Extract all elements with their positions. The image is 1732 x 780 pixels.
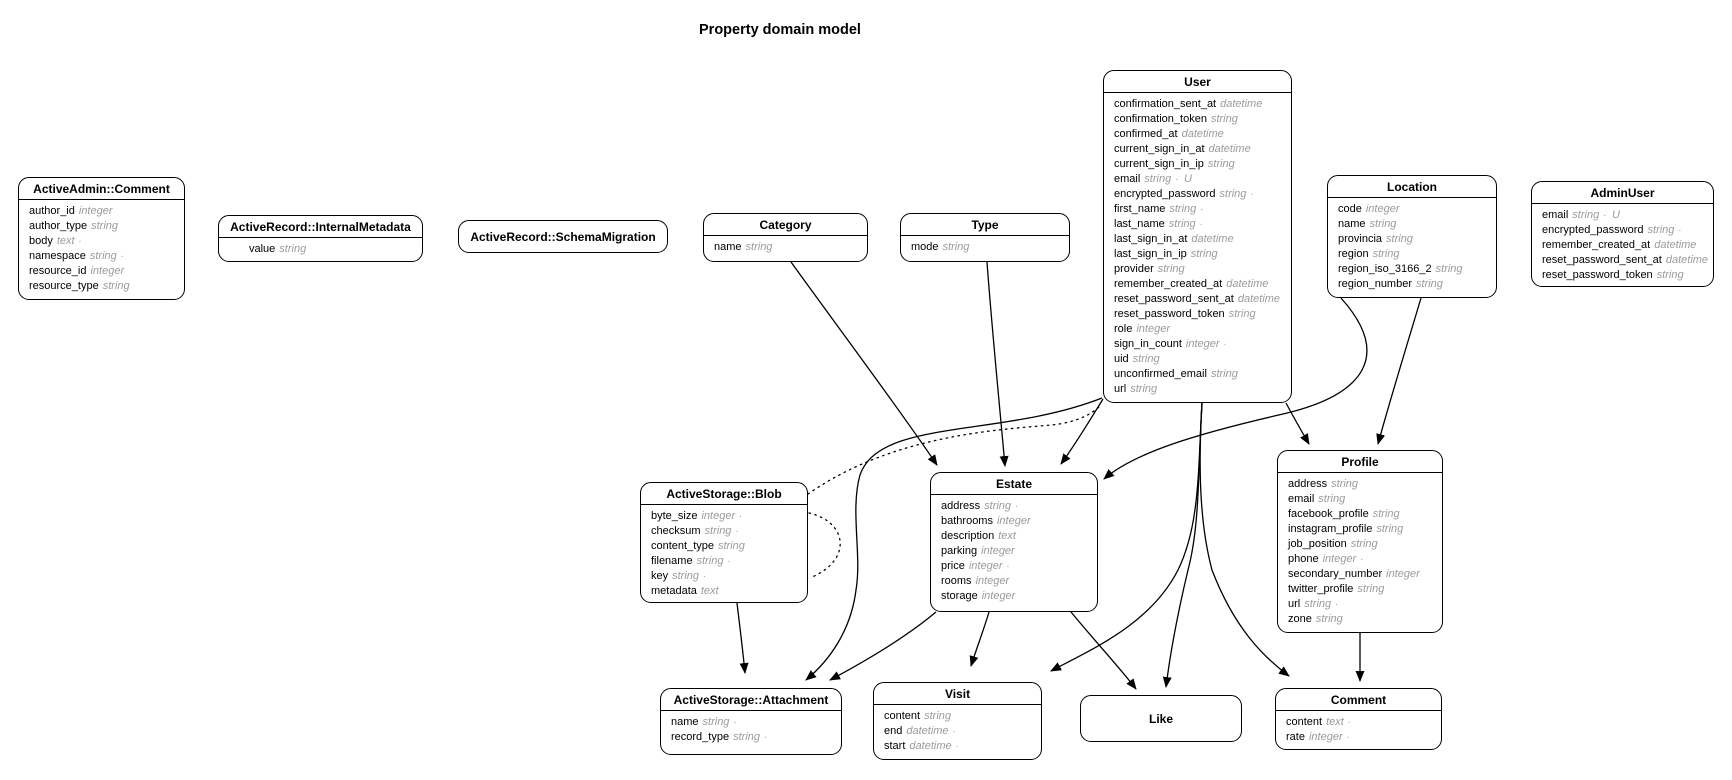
field-type: datetime [1237,293,1281,305]
field-region-number [1338,277,1490,292]
edge-estate-to-activestorage-attachment [830,612,936,680]
required-marker: ∙ [1678,225,1682,236]
field-content-type [651,539,801,554]
field-type: string [1647,224,1675,236]
edge-estate-to-visit [971,612,989,666]
field-name: filename [651,555,693,567]
field-type: datetime [906,725,949,737]
field-name: value [249,243,276,255]
entity-title: AdminUser [1532,182,1713,204]
required-marker: ∙ [1603,210,1606,221]
field-name: confirmed_at [1114,128,1178,140]
edge-type-to-estate [987,262,1005,466]
entity-visit [873,682,1042,760]
field-name: email [1114,173,1141,185]
field-list [1276,711,1441,749]
field-value [249,242,416,257]
field-name: facebook_profile [1288,508,1369,520]
edge-estate-to-like [1071,612,1136,689]
entity-title: ActiveStorage::Attachment [661,689,841,711]
edge-location-to-profile [1378,298,1421,444]
required-marker: ∙ [78,236,82,247]
field-storage [941,589,1091,604]
field-name: resource_id [29,265,87,277]
field-confirmation-sent-at [1114,97,1285,112]
field-name: remember_created_at [1114,278,1223,290]
field-type: string [1190,248,1218,260]
entity-title: User [1104,71,1291,93]
field-type: string [1435,263,1463,275]
field-parking [941,544,1091,559]
field-secondary-number [1288,567,1436,582]
field-reset-password-sent-at [1542,253,1707,268]
field-name: provincia [1338,233,1383,245]
field-type: string [1372,508,1400,520]
field-list [1278,473,1442,631]
field-last-sign-in-ip [1114,247,1285,262]
field-name: unconfirmed_email [1114,368,1207,380]
entity-title: Comment [1276,689,1441,711]
field-resource-type [29,279,178,294]
field-address [1288,477,1436,492]
field-name: address [1288,478,1328,490]
field-last-name [1114,217,1285,232]
field-type: datetime [1208,143,1251,155]
field-type: integer [1386,568,1420,580]
field-type: string [91,220,119,232]
entity-location [1327,175,1497,298]
field-name: remember_created_at [1542,239,1651,251]
entity-like [1080,695,1242,742]
field-type: string [1315,613,1343,625]
field-list [19,200,184,298]
field-type: datetime [1226,278,1269,290]
entity-estate [930,472,1098,612]
required-marker: ∙ [1335,599,1338,610]
field-encrypted-password [1114,187,1285,202]
field-list [641,505,807,603]
field-type: string [1304,598,1332,610]
field-remember-created-at [1542,238,1707,253]
entity-activerecord-schemamigration [458,220,668,253]
edge-user-to-like [1166,403,1202,687]
field-type: string [733,731,760,743]
field-uid [1114,352,1285,367]
field-name: rate [1286,731,1305,743]
field-reset-password-sent-at [1114,292,1285,307]
field-name: current_sign_in_ip [1114,158,1204,170]
field-name: name [714,241,742,253]
field-key [651,569,801,584]
required-marker: ∙ [1347,717,1351,728]
required-marker: ∙ [739,511,742,522]
field-name: sign_in_count [1114,338,1182,350]
field-type: string [1144,173,1172,185]
field-name: job_position [1288,538,1347,550]
field-type: datetime [1181,128,1224,140]
field-sign-in-count [1114,337,1285,352]
field-name: encrypted_password [1114,188,1216,200]
field-name: last_name [1114,218,1165,230]
entity-adminuser [1531,181,1714,287]
field-record-type [671,730,835,745]
field-email [1542,208,1707,223]
field-remember-created-at [1114,277,1285,292]
field-zone [1288,612,1436,627]
required-marker: ∙ [1199,219,1203,230]
field-name: reset_password_sent_at [1542,254,1662,266]
field-name: record_type [671,731,730,743]
field-name: code [1338,203,1362,215]
field-name: reset_password_sent_at [1114,293,1234,305]
field-name: encrypted_password [1542,224,1644,236]
field-list [661,711,841,749]
field-checksum [651,524,801,539]
field-type: integer [1322,553,1357,565]
field-byte-size [651,509,801,524]
field-filename [651,554,801,569]
entity-title: ActiveRecord::SchemaMigration [470,229,656,244]
field-address [941,499,1091,514]
field-type: string [279,243,307,255]
field-type: string [984,500,1012,512]
field-name: content_type [651,540,714,552]
field-name: role [1114,323,1133,335]
field-name: body [29,235,53,247]
field-type: integer [90,265,125,277]
field-type: integer [1308,731,1343,743]
field-name: description [941,530,995,542]
field-description [941,529,1091,544]
field-type: string [702,716,730,728]
entity-activeadmin-comment [18,177,185,300]
required-marker: ∙ [1223,339,1227,350]
field-region-iso-3166-2 [1338,262,1490,277]
field-facebook-profile [1288,507,1436,522]
field-type: string [1130,383,1158,395]
field-name: phone [1288,553,1319,565]
entity-title: Location [1328,176,1496,198]
field-type: string [1372,248,1400,260]
field-mode [911,240,1063,255]
field-type: string [1376,523,1404,535]
field-name: url [1288,598,1301,610]
field-current-sign-in-ip [1114,157,1285,172]
field-name: confirmation_sent_at [1114,98,1217,110]
required-marker: ∙ [1360,554,1364,565]
field-type: integer [981,590,1016,602]
field-type: string [1386,233,1413,245]
field-list [931,495,1097,608]
field-current-sign-in-at [1114,142,1285,157]
field-list [874,705,1041,758]
field-name [714,240,861,255]
entity-activestorage-attachment [660,688,842,755]
entity-type [900,213,1070,262]
field-type: integer [981,545,1015,557]
field-type: text [1326,716,1344,728]
field-type: integer [996,515,1031,527]
required-marker: ∙ [1346,732,1350,743]
field-type: string [672,570,700,582]
required-marker: ∙ [955,741,959,752]
field-name: byte_size [651,510,698,522]
field-list [704,236,867,259]
field-type: integer [78,205,113,217]
field-reset-password-token [1114,307,1285,322]
field-type: string [1416,278,1443,290]
field-type: integer [968,560,1003,572]
field-name: email [1288,493,1315,505]
field-type: string [1210,113,1238,125]
field-name: first_name [1114,203,1166,215]
field-name: rooms [941,575,972,587]
entity-title: Like [1148,711,1173,726]
field-phone [1288,552,1436,567]
field-name: start [884,740,906,752]
entity-title: Category [704,214,867,236]
field-name: instagram_profile [1288,523,1373,535]
field-list [219,238,422,261]
required-marker: ∙ [1250,189,1254,200]
entity-title: Visit [874,683,1041,705]
field-provincia [1338,232,1490,247]
entity-comment [1275,688,1442,750]
field-name: reset_password_token [1542,269,1653,281]
field-first-name [1114,202,1285,217]
entity-title: ActiveStorage::Blob [641,483,807,505]
field-name: last_sign_in_ip [1114,248,1187,260]
field-twitter-profile [1288,582,1436,597]
field-rate [1286,730,1435,745]
field-unconfirmed-email [1114,367,1285,382]
unique-marker: U [1611,209,1620,221]
field-type: text [700,585,719,597]
field-type: string [745,241,773,253]
field-type: datetime [909,740,952,752]
field-name: current_sign_in_at [1114,143,1205,155]
field-name: bathrooms [941,515,993,527]
field-type: string [1350,538,1378,550]
field-name: reset_password_token [1114,308,1225,320]
entity-user [1103,70,1292,403]
field-confirmed-at [1114,127,1285,142]
field-last-sign-in-at [1114,232,1285,247]
field-name: email [1542,209,1569,221]
required-marker: ∙ [120,251,124,262]
field-type: string [1210,368,1238,380]
field-name [671,715,835,730]
field-type: integer [975,575,1010,587]
field-list [1104,93,1291,401]
field-name: address [941,500,981,512]
field-name: content [1286,716,1323,728]
entity-profile [1277,450,1443,633]
field-name: metadata [651,585,697,597]
field-type: string [102,280,130,292]
required-marker: ∙ [1175,174,1178,185]
field-name: content [884,710,921,722]
field-body [29,234,178,249]
field-list [901,236,1069,259]
required-marker: ∙ [733,717,737,728]
field-type: integer [1185,338,1220,350]
field-name: key [651,570,669,582]
field-type: string [704,525,732,537]
field-price [941,559,1091,574]
field-type: string [1656,269,1684,281]
field-name: secondary_number [1288,568,1383,580]
field-name: confirmation_token [1114,113,1207,125]
field-confirmation-token [1114,112,1285,127]
field-url [1114,382,1285,397]
entity-title: Type [901,214,1069,236]
entity-activestorage-blob [640,482,808,603]
field-name: author_id [29,205,75,217]
field-type: string [1219,188,1247,200]
edge-user-to-profile [1286,403,1309,444]
field-rooms [941,574,1091,589]
field-type: string [1357,583,1385,595]
field-type: string [696,555,724,567]
field-end [884,724,1035,739]
field-name: region_number [1338,278,1412,290]
field-type: text [998,530,1016,542]
required-marker: ∙ [952,726,956,737]
field-metadata [651,584,801,599]
field-type: datetime [1220,98,1263,110]
field-resource-id [29,264,178,279]
field-instagram-profile [1288,522,1436,537]
field-type: string [942,241,970,253]
field-email [1114,172,1285,187]
field-name: region_iso_3166_2 [1338,263,1432,275]
field-list [1532,204,1713,287]
field-name: namespace [29,250,86,262]
entity-title: Estate [931,473,1097,495]
field-author-type [29,219,178,234]
field-start [884,739,1035,754]
diagram-title: Property domain model [699,22,861,38]
field-content [1286,715,1435,730]
required-marker: ∙ [764,732,767,743]
required-marker: ∙ [1200,204,1204,215]
field-type: string [1207,158,1235,170]
field-provider [1114,262,1285,277]
unique-marker: U [1183,173,1192,185]
required-marker: ∙ [727,556,731,567]
field-name: name [671,716,699,728]
field-name: storage [941,590,978,602]
field-url [1288,597,1436,612]
field-name: last_sign_in_at [1114,233,1188,245]
field-name: checksum [651,525,701,537]
field-list [1328,198,1496,296]
field-type: string [1168,218,1196,230]
field-name: end [884,725,903,737]
field-name: mode [911,241,939,253]
field-name [1338,217,1490,232]
field-type: integer [1365,203,1400,215]
field-type: string [924,710,951,722]
field-namespace [29,249,178,264]
field-region [1338,247,1490,262]
required-marker: ∙ [1015,501,1018,512]
edge-activestorage-blob-to-activestorage-attachment [737,603,745,673]
field-type: string [1572,209,1600,221]
required-marker: ∙ [735,526,739,537]
field-type: string [1157,263,1185,275]
field-name: provider [1114,263,1154,275]
required-marker: ∙ [1006,561,1010,572]
entity-title: ActiveAdmin::Comment [19,178,184,200]
field-name: price [941,560,965,572]
field-name: author_type [29,220,88,232]
field-content [884,709,1035,724]
field-type: string [1169,203,1197,215]
entity-activerecord-internalmetadata [218,215,423,262]
field-name: twitter_profile [1288,583,1354,595]
field-name: region [1338,248,1369,260]
field-type: text [56,235,75,247]
field-type: string [1228,308,1256,320]
field-name: name [1338,218,1366,230]
field-type: string [718,540,745,552]
edge-activestorage-blob-to-activestorage-blob [809,513,840,577]
field-reset-password-token [1542,268,1707,283]
field-type: string [1318,493,1346,505]
field-type: datetime [1191,233,1234,245]
required-marker: ∙ [703,571,706,582]
field-email [1288,492,1436,507]
field-type: string [1132,353,1160,365]
edge-user-to-comment [1200,403,1289,676]
field-name: url [1114,383,1127,395]
field-name: uid [1114,353,1129,365]
field-name: resource_type [29,280,99,292]
field-job-position [1288,537,1436,552]
field-type: string [89,250,117,262]
field-encrypted-password [1542,223,1707,238]
field-type: string [1369,218,1397,230]
field-author-id [29,204,178,219]
entity-title: Profile [1278,451,1442,473]
field-type: string [1331,478,1359,490]
field-code [1338,202,1490,217]
field-bathrooms [941,514,1091,529]
field-role [1114,322,1285,337]
field-name: zone [1288,613,1312,625]
field-type: integer [701,510,736,522]
entity-category [703,213,868,262]
field-type: datetime [1665,254,1709,266]
edge-category-to-estate [791,262,937,465]
field-type: datetime [1654,239,1697,251]
field-type: integer [1136,323,1170,335]
entity-title: ActiveRecord::InternalMetadata [219,216,422,238]
field-name: parking [941,545,978,557]
